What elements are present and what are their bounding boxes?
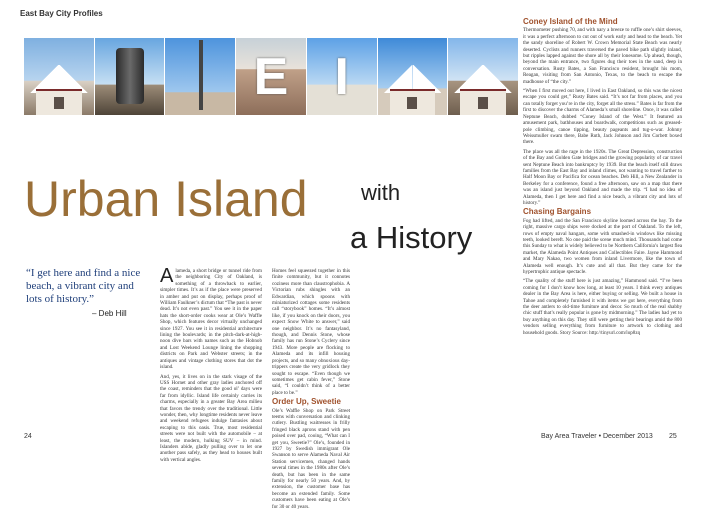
column3-paragraph-1: Thermometer pushing 70, and with nary a breeze to ruffle one’s shirt sleeves, it was a perfect afternoon to cut out of work early and head to the beach. Yet the sandy shoreline of Robert W. Crown Memorial State Beach was nearly deserted. Cyclists and runners traversed the paved bike path slightly inland, but ripples lapped against the shore all by their lonesome. Up ahead, though, beyond the main entrance, two figures dug their toes in the sand, deep in conversation. Rusty Bates, a San Francisco resident, brought his mom, Reagan, visiting from San Antonio, Texas, to the beach to escape the madhouse of “the city.” [523, 27, 682, 85]
publication-footer: Bay Area Traveler • December 2013 [541, 433, 653, 440]
headline-with: with [361, 180, 401, 205]
page-number-right: 25 [669, 433, 677, 440]
photo-house-3 [448, 38, 518, 115]
column2-paragraph-2: Ole’s Waffle Shop on Park Street teems with conversation and clinking cutlery. Bustling waitresses in frilly fringed black aprons stand with pen poised over pad, cooing, “What can I get you, Sweetie?” Ole’s, founded in 1927 by Swedish immigrant Ole Swanson to serve Alameda Naval Air Station servicemen, changed hands several times in the 1980s after Ole’s death, but has been in the same family for nearly 50 years. And, by extension, the customer base has become an extended family. Some customers have been eating at Ole’s for 30 or 40 years. [272, 407, 350, 510]
drop-cap: A [160, 265, 174, 287]
photo-house-2 [378, 38, 448, 115]
article-column-1 [160, 265, 262, 466]
headline-a-history: a History [350, 220, 473, 255]
sign-letter: I [334, 47, 349, 106]
article-column-3 [523, 17, 682, 339]
sign-letter: E [253, 47, 289, 106]
pull-quote-attribution: – Deb Hill [92, 309, 127, 318]
column1-paragraph-2: And, yes, it lives on in the stark visage of the USS Hornet and other gray ladies anchored off the coast, reminders that the good ol’ days were far from idyllic. Island life certainly carries its charms, especially in a greater Bay Area milieu that favors the trendy over the traditional. Little wonder, then, why longtime residents never leave and weekend refugees indulge fantasies about escaping to this oasis. True, most residential streets were not built with the automobile – at least, the modern, hulking SUV – in mind. Islanders abide, gladly pulling over to let one another pass safely, as they head to houses built with vertical angles. [160, 373, 262, 463]
column3-paragraph-5: “The quality of the stuff here is just amazing,” Hammond said. “I’ve been coming for I don’t know how long, at least 10 years. I think every antiques dealer in the Bay Area is here, either buying or selling. We built a house in Tahoe and completely furnished it with items we got here, everything from the deer antlers to old-time furniture and decor. So much of the real shabby chic stuff that’s really popular is gone by midmorning.” The ladies had yet to buy anything on this day. They still were getting their bearings amid the 800 vendors selling everything from furniture to artwork to clothing and household goods. Story Source: http://tinyurl.com/lop8zq [523, 278, 682, 336]
pull-quote: “I get here and find a nice beach, a vibrant city and lots of history.” [26, 267, 141, 305]
article-column-2 [272, 268, 350, 513]
photo-house-1 [24, 38, 94, 115]
subhead-order-up: Order Up, Sweetie [272, 397, 341, 407]
photo-strip [24, 38, 518, 115]
column3-paragraph-4: Fog had lifted, and the San Francisco skyline loomed across the bay. To the right, massive cargo ships were docked at the port of Oakland. To the left, rows of empty naval hangars, some with smashed-in windows like missing teeth, looked bereft. No one paid the scene much mind. Thousands had come this Sunday to what is widely believed to be Northern California’s largest flea market, the Alameda Point Antiques and Collectibles Faire. Jayne Hammond and Mary Nakao, two women from inland Livermore, like the town of Alameda well enough. It’s cute and all that. But they came for the hypertrophic antique spectacle. [523, 217, 682, 276]
page-number-left: 24 [24, 433, 32, 440]
subhead-chasing-bargains: Chasing Bargains [523, 207, 592, 217]
headline-urban-island: Urban Island [24, 171, 308, 227]
column3-paragraph-3: The place was all the rage in the 1920s. The Great Depression, construction of the Bay and Golden Gate bridges and the growing popularity of car travel sent Neptune Beach into bankruptcy by 1939. But the beach itself still draws families from the East Bay and inland climes, not wanting to travel farther to Half Moon Bay or Pacifica for ocean beaches. Deb Hill, a New Zealander in Berkeley for a conference, found a free afternoon, saw on a map that there was an island just beyond Oakland and made the trip. “I had no idea of Alameda, then I get here and find a nice beach, a vibrant city and lots of history.” [523, 148, 682, 206]
subhead-coney-island: Coney Island of the Mind [523, 17, 618, 26]
column1-paragraph-1: lameda, a short bridge or tunnel ride from the neighboring City of Oakland, is something of a throwback to earlier, simpler times. It’s as if the place were preserved in amber and put on display, perhaps proof of William Faulkner’s dictum that “The past is never dead. It’s not even past.” You see it in the paper hats the short-order cooks wear at Ole’s Waffle Shop, which features decor virtually unchanged since 1927. You see it in residential architecture lining the boulevards; in the pitch-dark-at-high-noon dive bars with names such as the Hobnob and Lost Weekend Lounge lining the shopping districts on Park and Webster streets; in the antiques and vintage clothing stores that dot the island. [160, 268, 262, 371]
column2-paragraph-1: Homes feel squeezed together in this finite community, but it connotes coziness more than claustrophobia. A Victorian rubs shingles with an Edwardian, which spoons with miniaturized cottages some residents call “storybook” homes. “It’s almost like, if you knock on their doors, you expect Snow White to answer,” said one neighbor. It’s no fantasyland, though, and Dennis Stone, whose family has run Stone’s Cyclery since 1943. More people are flocking to Alameda and its infill housing projects, and so many obnoxious day-trippers create the very gridlock they sought to escape. “Even though we sometimes get cabin fever,” Stone said, “I couldn’t think of a better place to be.” [272, 268, 350, 396]
column3-paragraph-2: “When I first moved out here, I lived in East Oakland, so this was the nicest escape you could get,” Rusty Bates said. “It’s not far from places, and you can totally forget you’re in the city, forget all the stress.” Bates is far from the first to discover the charms of Alameda’s small shoreline. Once, it was called Neptune Beach, dubbed “Coney Island of the West.” It featured an amusement park, bathhouses and boardwalk, competitions such as greased-pole climbing, canoe tipping, beauty pageants and tug-o-war. Johnny Weissmuller swam there, Babe Ruth, Jack Johnson and Jim Corbett boxed there. [523, 88, 682, 146]
photo-trash-can [95, 38, 165, 115]
photo-sign-letter-2 [307, 38, 377, 115]
photo-lamp-post [165, 38, 235, 115]
section-label: East Bay City Profiles [20, 9, 103, 18]
photo-sign-letter-1 [236, 38, 306, 115]
